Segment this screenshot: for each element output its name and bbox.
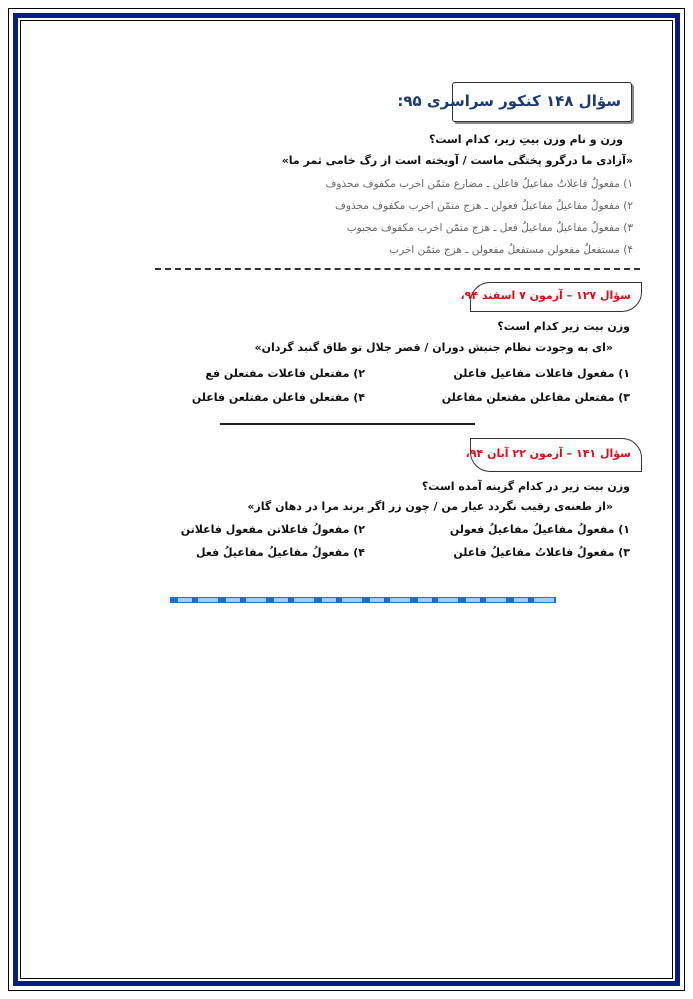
q3-option-2: ۲) مفعولُ فاعلاتن مفعول فاعلاتن — [180, 523, 365, 536]
q3-option-4: ۴) مفعولُ مفاعیلُ مفاعیلُ فعل — [195, 546, 365, 559]
q3-option-3: ۳) مفعولُ فاعلاتُ مفاعیلُ فاعلن — [453, 546, 630, 559]
separator-line — [220, 423, 475, 425]
q2-option-1: ۱) مفعول فاعلات مفاعیل فاعلن — [453, 367, 630, 380]
q2-option-2: ۲) مفتعلن فاعلات مفتعلن فع — [205, 367, 365, 380]
q2-option-3: ۳) مفتعلن مفاعلن مفتعلن مفاعلن — [441, 391, 630, 404]
q1-verse: «آزادی ما درگرو پختگی ماست / آویخته است از رگ خامی ثمر ما» — [281, 154, 633, 167]
q3-option-1: ۱) مفعولُ مفاعیلُ مفاعیلُ فعولن — [449, 523, 630, 536]
q2-option-4: ۴) مفتعلن فاعلن مفتلعن فاعلن — [191, 391, 365, 404]
q3-verse: «از طعنه‌ی رقیب نگردد عیار من / چون زر اگر برند مرا در دهان گاز» — [247, 500, 613, 513]
q3-title: سؤال ۱۴۱ – آزمون ۲۲ آبان ۹۴، — [465, 447, 631, 460]
q1-option-2: ۲) مفعولُ مفاعیلُ مفاعیلُ فعولن ـ هزج مثمّن اخرب مکفوف محذوف — [335, 200, 633, 212]
q1-title-banner — [397, 82, 632, 122]
q2-title-banner — [460, 282, 642, 312]
q3-title-banner — [465, 438, 642, 472]
separator-dashed — [155, 268, 640, 270]
decorative-blue-divider — [170, 597, 556, 603]
q2-question: وزن بیت زیر کدام است؟ — [497, 320, 630, 333]
q1-question: وزن و نام وزن بیتِ زیر، کدام است؟ — [428, 133, 623, 146]
q1-title: سؤال ۱۴۸ کنکور سراسری ۹۵: — [397, 92, 621, 110]
q1-option-1: ۱) مفعولُ فاعلاتُ مفاعیلُ فاعلن ـ مضارع مثمّن اخرب مکفوف محذوف — [325, 178, 633, 190]
q3-question: وزن بیت زیر در کدام گزینه آمده است؟ — [421, 480, 630, 493]
q1-option-4: ۴) مستفعلُ مفعولن مستفعلُ مفعولن ـ هزج مثمّن اخرب — [389, 244, 633, 256]
q2-title: سؤال ۱۲۷ – آزمون ۷ اسفند ۹۴، — [460, 289, 631, 302]
q2-verse: «ای به وجودت نظام جنبش دوران / قصر جلال تو طاق گنبد گردان» — [254, 341, 613, 354]
q1-option-3: ۳) مفعولُ مفاعیلُ مفاعیلُ فعل ـ هزج مثمّن اخرب مکفوف مجبوب — [346, 222, 633, 234]
